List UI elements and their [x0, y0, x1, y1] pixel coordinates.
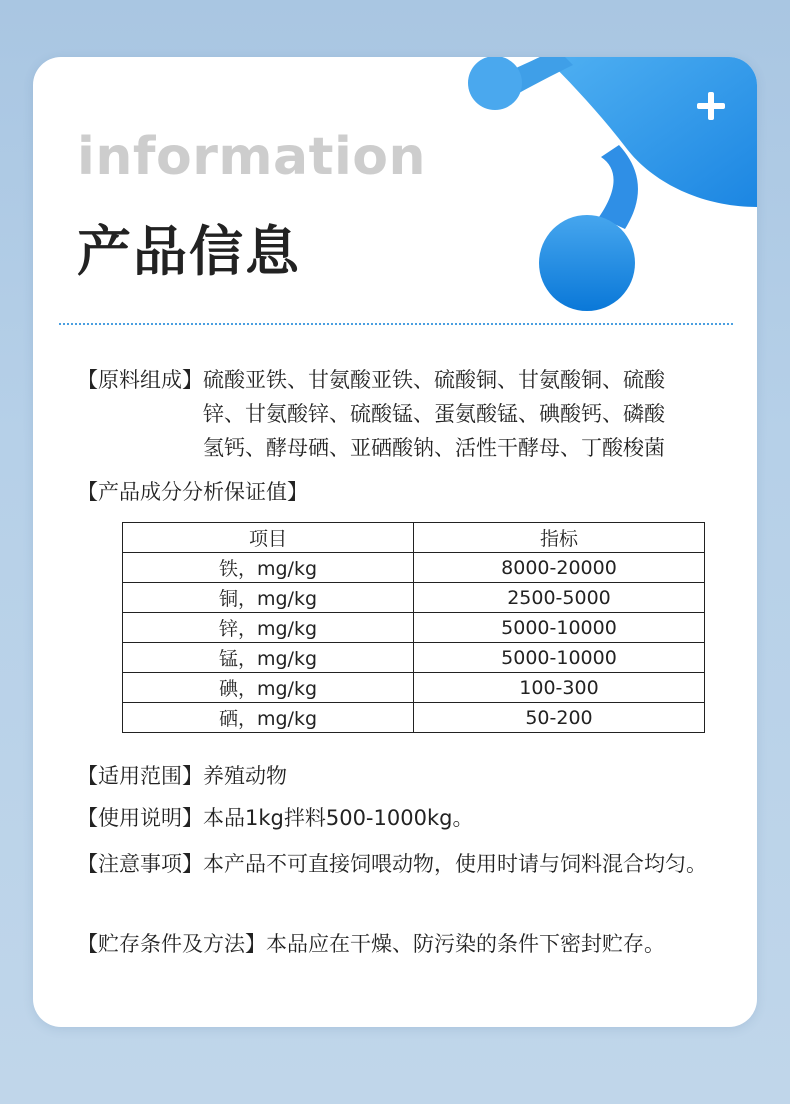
composition-line: 硫酸亚铁、甘氨酸亚铁、硫酸铜、甘氨酸铜、硫酸: [203, 368, 665, 392]
notes-label: 【注意事项】: [77, 852, 203, 876]
notes-section: [77, 843, 709, 886]
molecule-decoration: [33, 57, 757, 327]
item-cell: 铁，mg/kg: [123, 553, 414, 583]
scope-label: 【适用范围】: [77, 764, 203, 788]
storage-label: 【贮存条件及方法】: [77, 932, 266, 956]
dotted-divider: [59, 323, 733, 325]
value-cell: 100-300: [414, 673, 705, 703]
title-english: information: [77, 127, 427, 187]
item-cell: 锰，mg/kg: [123, 643, 414, 673]
composition-label: 【原料组成】: [77, 368, 203, 392]
table-row: [123, 643, 705, 673]
composition-value: [203, 363, 717, 465]
item-cell: 硒，mg/kg: [123, 703, 414, 733]
scope-section: [77, 759, 287, 793]
value-cell: 50-200: [414, 703, 705, 733]
storage-value: 本品应在干燥、防污染的条件下密封贮存。: [266, 932, 665, 956]
item-cell: 碘，mg/kg: [123, 673, 414, 703]
info-card: [33, 57, 757, 1027]
usage-label: 【使用说明】: [77, 806, 203, 830]
usage-value: 本品1kg拌料500-1000kg。: [203, 806, 474, 830]
analysis-heading: 【产品成分分析保证值】: [77, 480, 308, 504]
table-row: [123, 553, 705, 583]
composition-line: 氢钙、酵母硒、亚硒酸钠、活性干酵母、丁酸梭菌: [203, 436, 665, 460]
item-cell: 锌，mg/kg: [123, 613, 414, 643]
title-chinese: 产品信息: [77, 220, 301, 283]
composition-line: 锌、甘氨酸锌、硫酸锰、蛋氨酸锰、碘酸钙、磷酸: [203, 402, 665, 426]
table-header-row: [123, 523, 705, 553]
table-row: [123, 613, 705, 643]
value-cell: 8000-20000: [414, 553, 705, 583]
value-cell: 5000-10000: [414, 643, 705, 673]
value-cell: 5000-10000: [414, 613, 705, 643]
table-row: [123, 673, 705, 703]
header-indicator: 指标: [414, 523, 705, 553]
analysis-table: [122, 522, 705, 733]
scope-value: 养殖动物: [203, 764, 287, 788]
composition-section: [77, 363, 717, 465]
table-row: [123, 703, 705, 733]
storage-section: [77, 927, 665, 961]
plus-icon: [697, 92, 725, 120]
notes-value: 本产品不可直接饲喂动物，使用时请与饲料混合均匀。: [203, 852, 707, 876]
value-cell: 2500-5000: [414, 583, 705, 613]
table-row: [123, 583, 705, 613]
item-cell: 铜，mg/kg: [123, 583, 414, 613]
usage-section: [77, 801, 473, 835]
header-item: 项目: [123, 523, 414, 553]
